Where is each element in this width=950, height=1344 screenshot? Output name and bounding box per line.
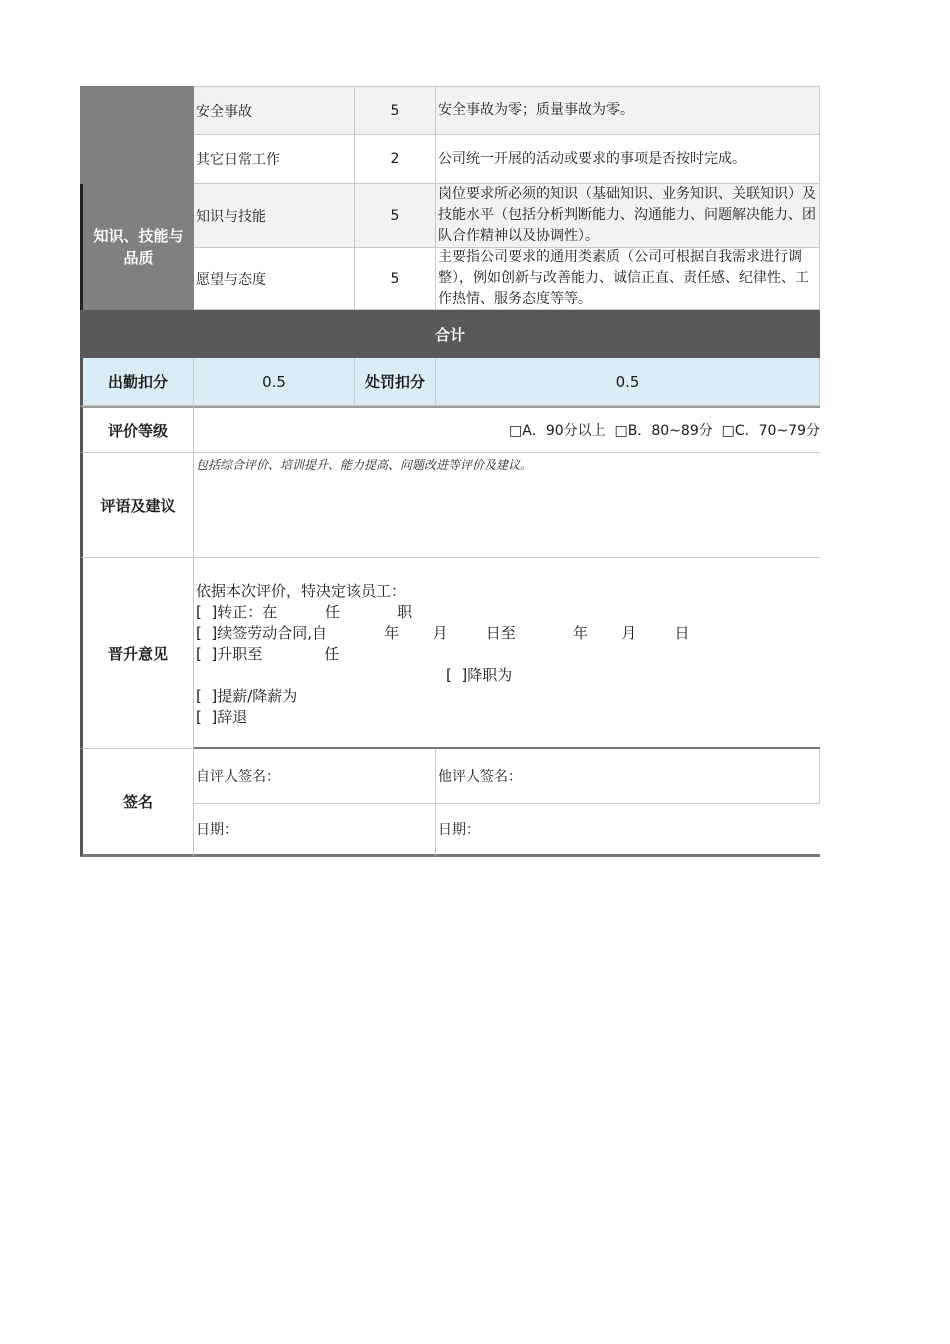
total-row [80,310,820,358]
table-row-desc: 岗位要求所必须的知识（基础知识、业务知识、关联知识）及技能水平（包括分析判断能力、沟通能力、问题解决能力、团队合作精神以及协调性）。 [436,184,820,248]
promotion-option-dismiss[interactable]: [ ]辞退 [196,708,248,726]
table-row-label: 其它日常工作 [194,135,355,184]
total-label: 合计 [434,325,465,344]
comments-label: 评语及建议 [80,453,194,558]
table-row-label: 知识与技能 [194,184,355,248]
promotion-option-regularize[interactable]: [ ]转正：在 任 职 [196,603,413,621]
table-row-desc: 安全事故为零；质量事故为零。 [436,87,820,135]
promotion-option-promote[interactable]: [ ]升职至 任 [196,645,340,663]
grade-label: 评价等级 [80,406,194,453]
table-row-score: 5 [355,87,436,135]
table-row-desc: 公司统一开展的活动或要求的事项是否按时完成。 [436,135,820,184]
table-row-label: 安全事故 [194,87,355,135]
other-signature-field[interactable]: 他评人签名： [436,749,820,804]
table-row-score: 5 [355,184,436,248]
promotion-option-demote[interactable]: [ ]降职为 [446,666,513,684]
attendance-deduction-label: 出勤扣分 [80,358,194,406]
category-cell-safety [80,86,194,184]
promotion-line-intro: 依据本次评价，特决定该员工： [196,582,407,600]
penalty-deduction-label: 处罚扣分 [355,358,436,406]
self-signature-field[interactable]: 自评人签名： [194,749,436,804]
table-row-score: 5 [355,248,436,310]
attendance-deduction-value: 0.5 [194,358,355,406]
penalty-deduction-value: 0.5 [436,358,820,406]
category-cell-knowledge [80,184,194,310]
table-row-score: 2 [355,135,436,184]
promotion-label: 晋升意见 [80,558,194,749]
comments-field[interactable] [194,453,820,558]
table-row-label: 愿望与态度 [194,248,355,310]
other-date-field[interactable]: 日期： [436,804,820,857]
grade-options[interactable]: □A．90分以上 □B．80~89分 □C．70~79分 [194,406,820,453]
comments-hint: 包括综合评价、培训提升、能力提高、问题改进等评价及建议。 [196,458,533,472]
table-row-desc: 主要指公司要求的通用类素质（公司可根据自我需求进行调整），例如创新与改善能力、诚信正直、责任感、纪律性、工作热情、服务态度等等。 [436,248,820,310]
signature-label: 签名 [80,749,194,857]
category-knowledge-label: 知识、技能与品质 [93,227,184,267]
promotion-option-renew-contract[interactable]: [ ]续签劳动合同,自 年 月 日至 年 月 日 [196,624,690,642]
self-date-field[interactable]: 日期： [194,804,436,857]
promotion-option-salary-change[interactable]: [ ]提薪/降薪为 [196,687,298,705]
